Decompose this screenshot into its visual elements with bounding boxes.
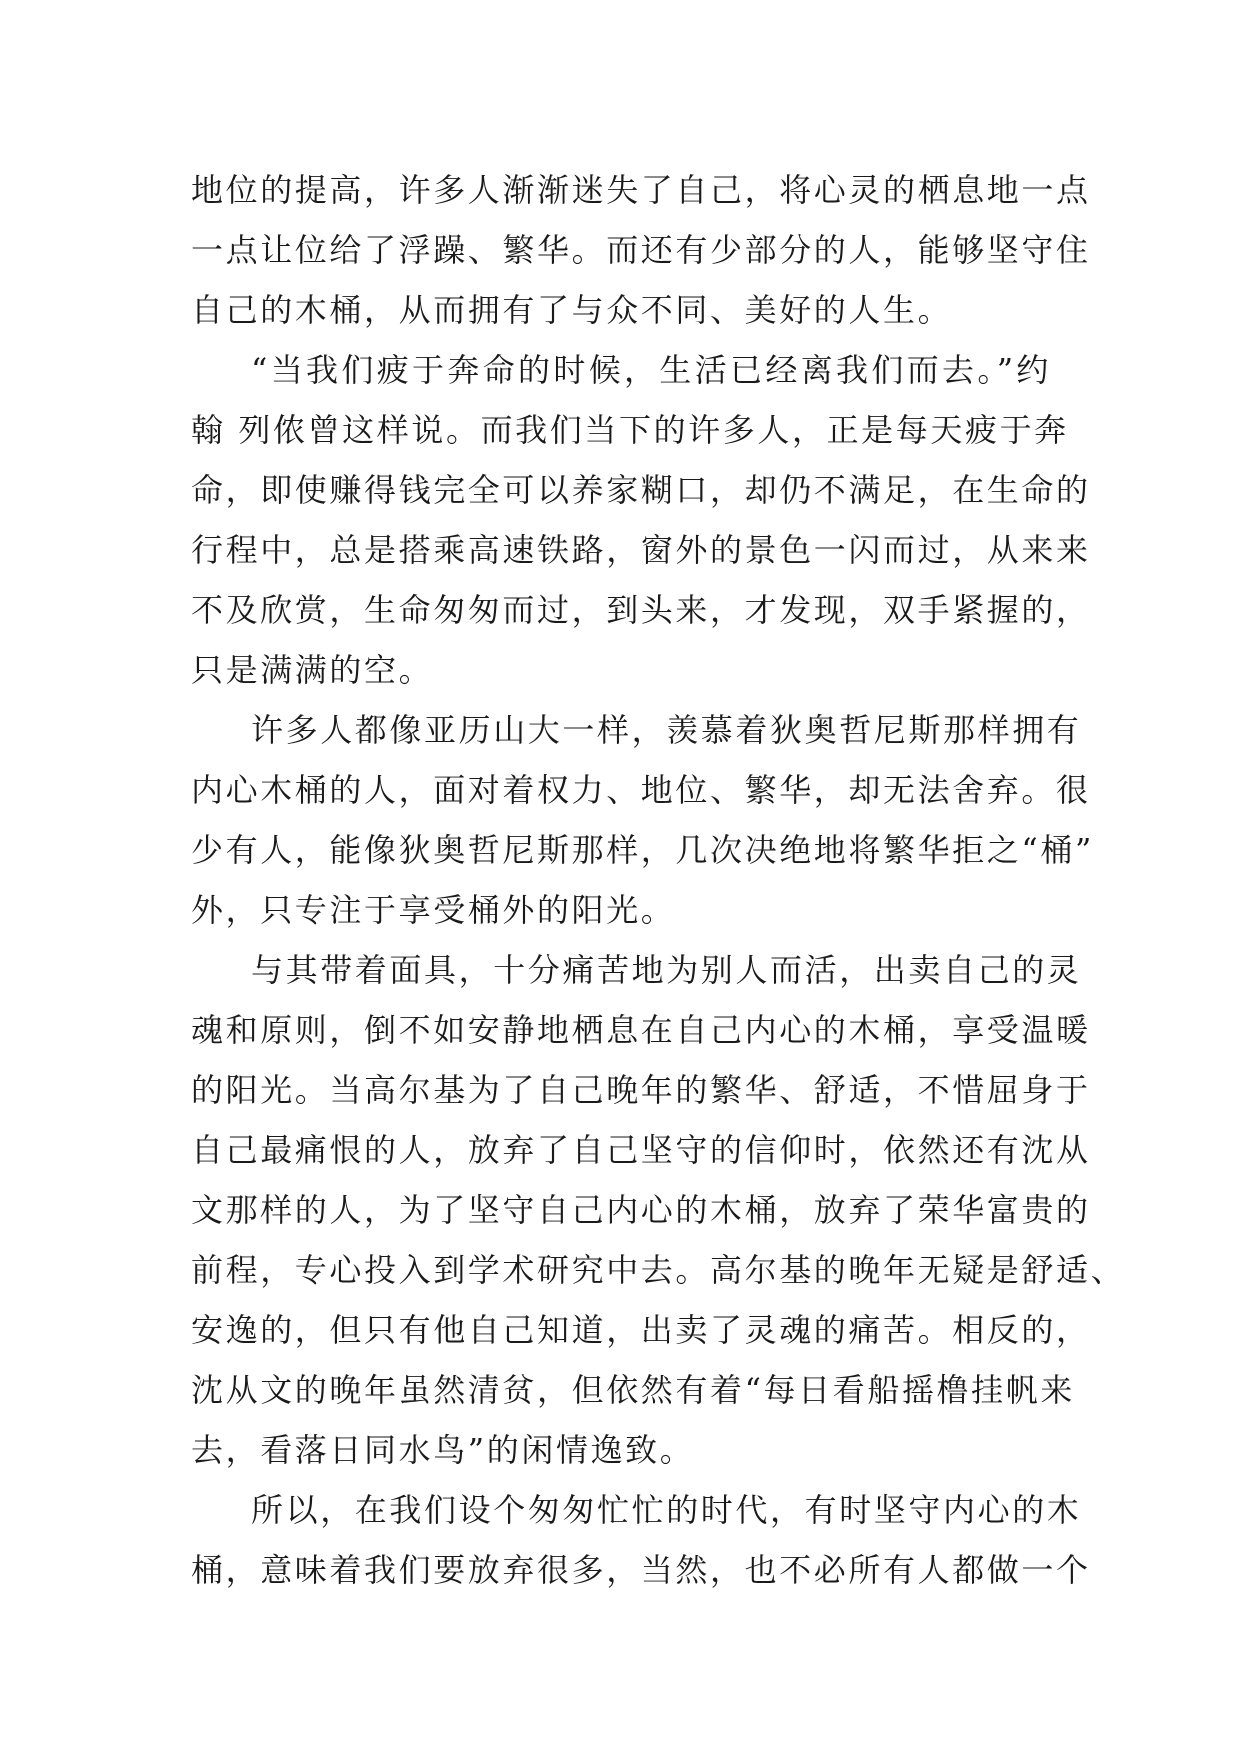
text-line: 一点让位给了浮躁、繁华。而还有少部分的人，能够坚守住 (191, 231, 1091, 269)
text-line: 自己的木桶，从而拥有了与众不同、美好的人生。 (191, 291, 953, 329)
text-line: 命，即使赚得钱完全可以养家糊口，却仍不满足，在生命的 (191, 471, 1091, 509)
text-line: 与其带着面具，十分痛苦地为别人而活，出卖自己的灵 (251, 951, 1082, 989)
text-line: 文那样的人，为了坚守自己内心的木桶，放弃了荣华富贵的 (191, 1191, 1091, 1229)
text-line: 桶，意味着我们要放弃很多，当然，也不必所有人都做一个 (191, 1551, 1091, 1589)
text-line: 内心木桶的人，面对着权力、地位、繁华，却无法舍弃。很 (191, 771, 1091, 809)
text-line: 的阳光。当高尔基为了自己晚年的繁华、舒适，不惜屈身于 (191, 1071, 1091, 1109)
text-line: 所以，在我们设个匆匆忙忙的时代，有时坚守内心的木 (251, 1491, 1082, 1529)
document-body (191, 160, 1126, 1600)
text-line: 自己最痛恨的人，放弃了自己坚守的信仰时，依然还有沈从 (191, 1131, 1091, 1169)
text-line: 只是满满的空。 (191, 651, 434, 689)
text-line: 地位的提高，许多人渐渐迷失了自己，将心灵的栖息地一点 (191, 171, 1091, 209)
text-line: 魂和原则，倒不如安静地栖息在自己内心的木桶，享受温暖 (191, 1011, 1091, 1049)
text-line: 安逸的，但只有他自己知道，出卖了灵魂的痛苦。相反的， (191, 1311, 1091, 1349)
text-line: 外，只专注于享受桶外的阳光。 (191, 891, 676, 929)
text-line: 翰 列侬曾这样说。而我们当下的许多人，正是每天疲于奔 (191, 411, 1069, 449)
text-line: 去，看落日同水鸟”的闲情逸致。 (191, 1431, 695, 1469)
text-line: 少有人，能像狄奥哲尼斯那样，几次决绝地将繁华拒之“桶” (191, 831, 1094, 869)
text-line: 不及欣赏，生命匆匆而过，到头来，才发现，双手紧握的， (191, 591, 1091, 629)
text-line: “当我们疲于奔命的时候，生活已经离我们而去。”约 (251, 351, 1051, 389)
text-line: 行程中，总是搭乘高速铁路，窗外的景色一闪而过，从来来 (191, 531, 1091, 569)
text-line: 沈从文的晚年虽然清贫，但依然有着“每日看船摇橹挂帆来 (191, 1371, 1075, 1409)
text-line: 前程，专心投入到学术研究中去。高尔基的晚年无疑是舒适、 (191, 1251, 1126, 1289)
text-line: 许多人都像亚历山大一样，羡慕着狄奥哲尼斯那样拥有 (251, 711, 1082, 749)
